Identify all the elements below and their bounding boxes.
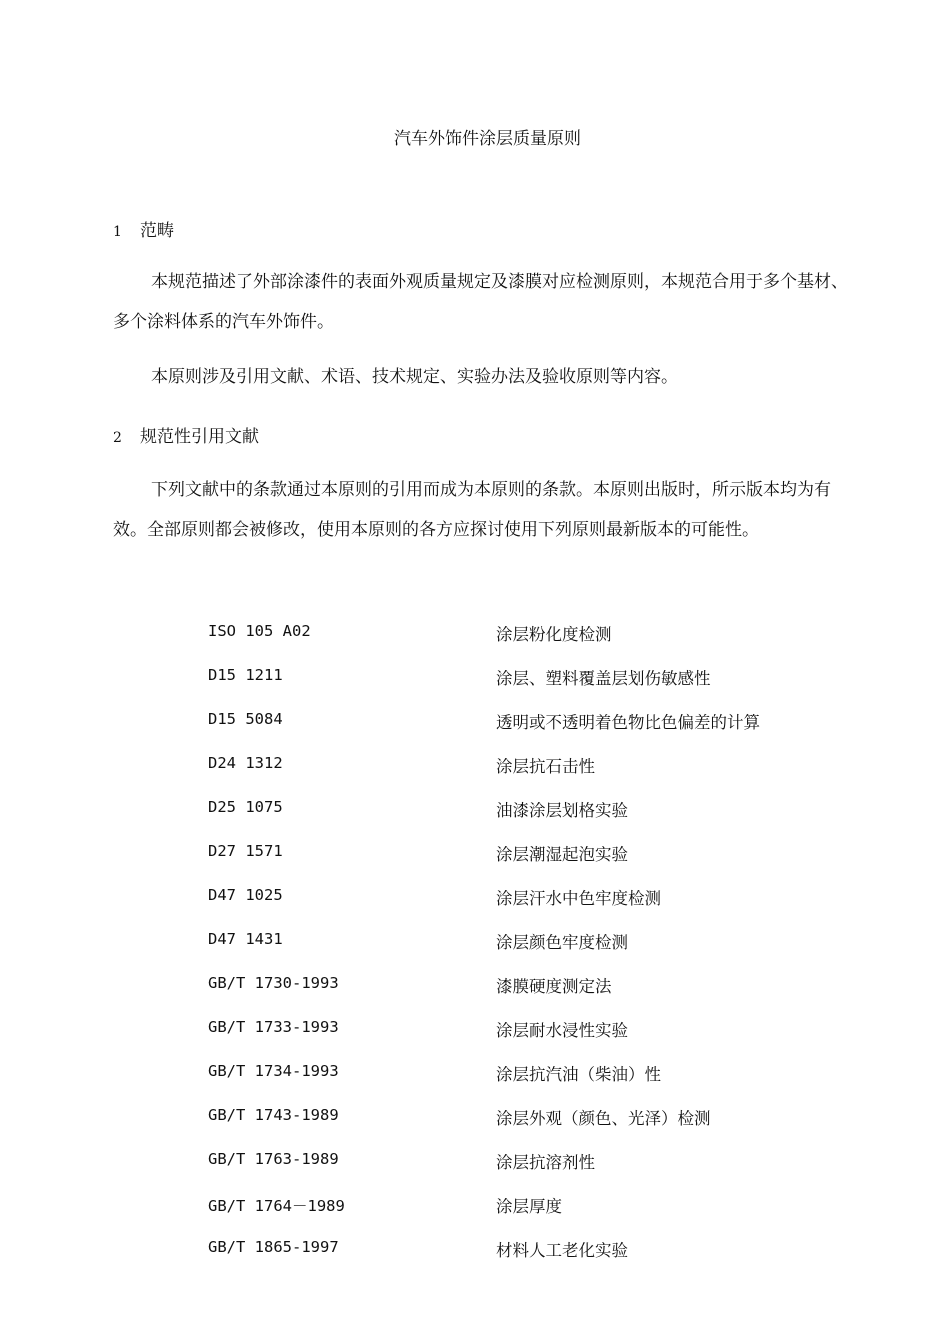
- section-title: 规范性引用文献: [140, 427, 259, 447]
- section-heading-scope: [113, 216, 174, 241]
- reference-row: [208, 841, 848, 865]
- section-number: 1: [113, 224, 122, 240]
- scope-paragraph-1: 本规范描述了外部涂漆件的表面外观质量规定及漆膜对应检测原则，本规范合用于多个基材、多个涂料体系的汽车外饰件。: [113, 272, 848, 332]
- reference-description: 涂层抗石击性: [496, 757, 595, 776]
- reference-row: [208, 753, 848, 777]
- reference-row: [208, 1061, 848, 1085]
- reference-description: 透明或不透明着色物比色偏差的计算: [496, 713, 760, 732]
- reference-row: [208, 1237, 848, 1261]
- reference-row: [208, 709, 848, 733]
- reference-row: [208, 665, 848, 689]
- reference-description: 涂层颜色牢度检测: [496, 933, 628, 952]
- reference-code: GB/T 1743-1989: [208, 1106, 339, 1124]
- page-title: 汽车外饰件涂层质量原则: [394, 129, 581, 149]
- reference-code: GB/T 1764－1989: [208, 1197, 345, 1215]
- reference-row: [208, 1105, 848, 1129]
- reference-description: 涂层汗水中色牢度检测: [496, 889, 661, 908]
- reference-row: [208, 1017, 848, 1041]
- section-title: 范畴: [140, 221, 174, 241]
- reference-description: 涂层、塑料覆盖层划伤敏感性: [496, 669, 711, 688]
- scope-paragraph-2: 本原则涉及引用文献、术语、技术规定、实验办法及验收原则等内容。: [151, 367, 678, 387]
- reference-description: 材料人工老化实验: [496, 1241, 628, 1260]
- section-number: 2: [113, 430, 122, 446]
- reference-code: GB/T 1733-1993: [208, 1018, 339, 1036]
- reference-description: 涂层耐水浸性实验: [496, 1021, 628, 1040]
- reference-code: D47 1025: [208, 886, 283, 904]
- reference-row: [208, 621, 848, 645]
- reference-row: [208, 973, 848, 997]
- reference-description: 涂层抗溶剂性: [496, 1153, 595, 1172]
- reference-row: [208, 1149, 848, 1173]
- reference-code: D15 5084: [208, 710, 283, 728]
- reference-description: 涂层粉化度检测: [496, 625, 612, 644]
- reference-row: [208, 885, 848, 909]
- reference-description: 漆膜硬度测定法: [496, 977, 612, 996]
- reference-description: 涂层外观（颜色、光泽）检测: [496, 1109, 711, 1128]
- reference-code: D47 1431: [208, 930, 283, 948]
- reference-code: ISO 105 A02: [208, 622, 311, 640]
- reference-code: GB/T 1763-1989: [208, 1150, 339, 1168]
- reference-code: GB/T 1734-1993: [208, 1062, 339, 1080]
- reference-code: D27 1571: [208, 842, 283, 860]
- reference-code: GB/T 1730-1993: [208, 974, 339, 992]
- reference-code: D24 1312: [208, 754, 283, 772]
- references-paragraph: 下列文献中的条款通过本原则的引用而成为本原则的条款。本原则出版时，所示版本均为有效。全部原则都会被修改，使用本原则的各方应探讨使用下列原则最新版本的可能性。: [113, 480, 831, 540]
- reference-code: D15 1211: [208, 666, 283, 684]
- section-heading-references: [113, 422, 259, 447]
- reference-row: [208, 929, 848, 953]
- reference-row: [208, 1193, 848, 1217]
- reference-code: GB/T 1865-1997: [208, 1238, 339, 1256]
- reference-description: 涂层抗汽油（柴油）性: [496, 1065, 661, 1084]
- reference-code: D25 1075: [208, 798, 283, 816]
- reference-description: 涂层厚度: [496, 1197, 562, 1216]
- reference-row: [208, 797, 848, 821]
- reference-description: 油漆涂层划格实验: [496, 801, 628, 820]
- reference-description: 涂层潮湿起泡实验: [496, 845, 628, 864]
